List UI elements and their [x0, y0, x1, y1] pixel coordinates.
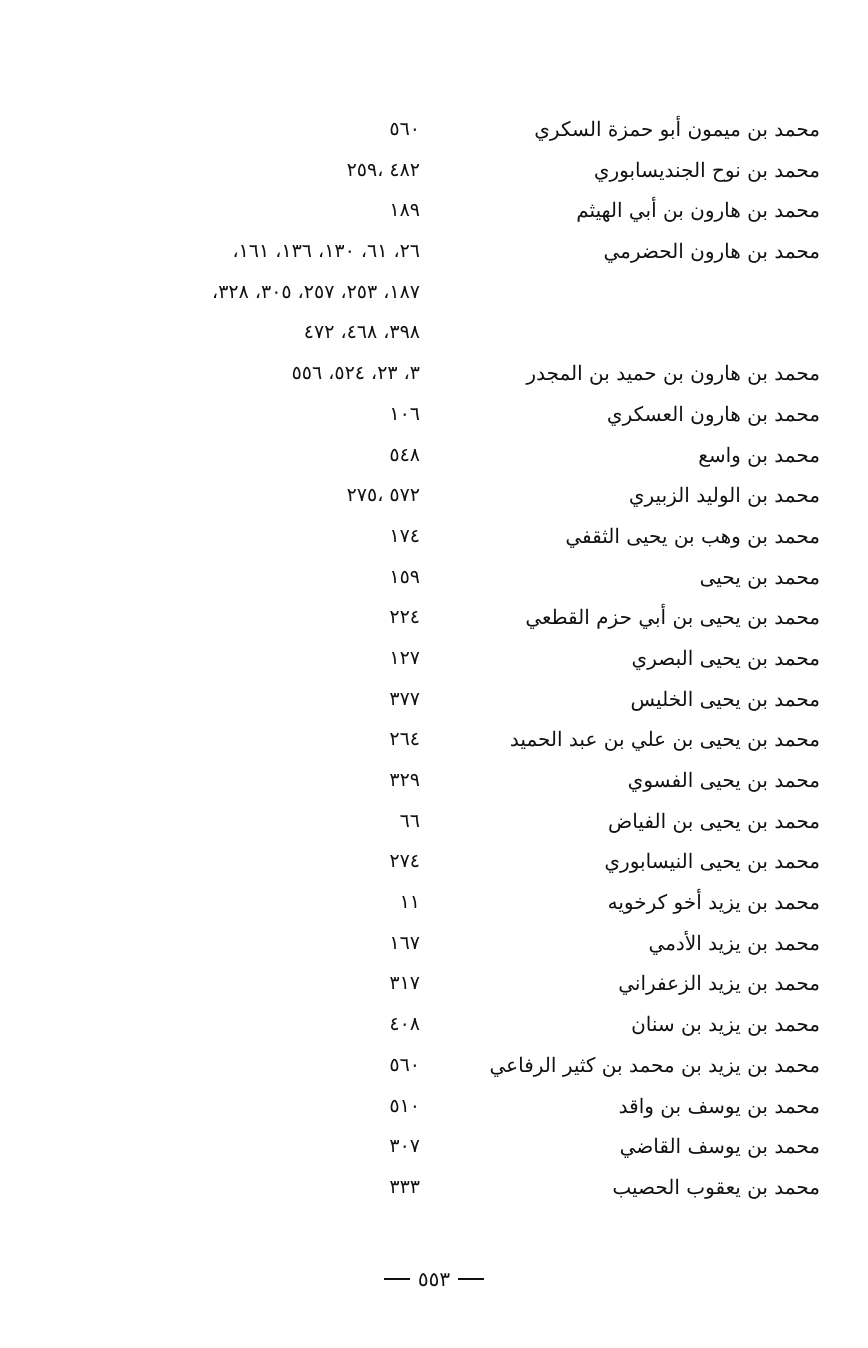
- entry-name: محمد بن يزيد الأدمي: [648, 930, 820, 955]
- entry-name: محمد بن يحيى بن علي بن عبد الحميد: [509, 727, 820, 752]
- entry-name: محمد بن يحيى بن أبي حزم القطعي: [525, 605, 820, 630]
- index-entry: [0, 804, 868, 845]
- entry-page-refs: ٥٤٨: [389, 443, 420, 466]
- index-entry: [0, 193, 868, 234]
- entry-page-refs: ٣١٧: [389, 972, 420, 995]
- entry-page-refs: ١٥٩: [389, 565, 420, 588]
- index-entry: [0, 234, 868, 275]
- entry-page-refs: ٤٠٨: [389, 1013, 420, 1036]
- index-entry: [0, 885, 868, 926]
- entry-name: محمد بن يحيى الفسوي: [627, 768, 820, 792]
- entry-page-refs: ١٠٦: [389, 402, 420, 425]
- entry-page-refs: ٢٢٤: [389, 606, 420, 629]
- index-entry: [0, 397, 868, 438]
- entry-name: محمد بن وهب بن يحيى الثقفي: [565, 523, 820, 548]
- entry-page-refs: ٦٦: [399, 809, 420, 832]
- entry-name: محمد بن يحيى بن الفياض: [608, 808, 820, 833]
- index-entry: [0, 682, 868, 723]
- index-entry: [0, 519, 868, 560]
- index-entry: [0, 1007, 868, 1048]
- entry-page-refs: ٣٣٣: [389, 1175, 420, 1198]
- entry-page-refs: ١١: [399, 891, 420, 914]
- entry-name: محمد بن يحيى البصري: [631, 645, 820, 670]
- entry-name: محمد بن واسع: [698, 442, 820, 467]
- entry-name: محمد بن يحيى الخليس: [630, 686, 820, 711]
- index-entry: [0, 600, 868, 641]
- index-entry: [0, 315, 868, 356]
- entry-page-refs: ١٨٩: [389, 199, 420, 222]
- entry-name: محمد بن نوح الجنديسابوري: [593, 157, 820, 182]
- entry-page-refs: ٢٦، ٦١، ١٣٠، ١٣٦، ١٦١،: [232, 240, 420, 263]
- entry-name: محمد بن يحيى: [699, 564, 820, 589]
- entry-name: محمد بن هارون بن حميد بن المجدر: [526, 361, 820, 386]
- index-entry: [0, 1170, 868, 1211]
- index-entry: [0, 478, 868, 519]
- folio-dash-left: [384, 1278, 410, 1280]
- index-entry: [0, 275, 868, 316]
- index-entry: [0, 1089, 868, 1130]
- entry-name: محمد بن يوسف القاضي: [619, 1134, 820, 1159]
- entry-page-refs: ٢٧٤: [389, 850, 420, 873]
- entry-page-refs: ٥٦٠: [389, 1053, 420, 1076]
- entry-name: محمد بن يزيد أخو كرخويه: [607, 890, 820, 915]
- entry-name: محمد بن هارون الحضرمي: [603, 239, 820, 264]
- entry-name: محمد بن هارون العسكري: [606, 401, 820, 426]
- entry-name: محمد بن الوليد الزبيري: [628, 483, 820, 508]
- entry-name: محمد بن يزيد الزعفراني: [618, 971, 820, 996]
- index-entry: [0, 560, 868, 601]
- index-entry: [0, 966, 868, 1007]
- index-entry: [0, 722, 868, 763]
- entry-page-refs: ١٦٧: [389, 931, 420, 954]
- index-entry: [0, 1048, 868, 1089]
- page-number: [0, 1262, 868, 1294]
- entry-page-refs: ٣٧٧: [389, 687, 420, 710]
- entry-page-refs: ٣، ٢٣، ٥٢٤، ٥٥٦: [291, 362, 420, 385]
- entry-page-refs: ٣٢٩: [389, 769, 420, 791]
- folio-dash-right: [458, 1278, 484, 1280]
- index-entry: [0, 763, 868, 804]
- entry-page-refs: ٢٦٤: [389, 728, 420, 751]
- entry-name: محمد بن هارون بن أبي الهيثم: [576, 198, 820, 223]
- index-entry: [0, 641, 868, 682]
- entry-name: محمد بن يوسف بن واقد: [618, 1093, 820, 1118]
- entry-name: محمد بن يعقوب الحصيب: [612, 1174, 820, 1199]
- index-entry: [0, 438, 868, 479]
- index-entry: [0, 153, 868, 194]
- entry-page-refs: ٤٨٢ ،٢٥٩: [346, 158, 420, 181]
- entry-page-refs: ٥٧٢ ،٢٧٥: [346, 484, 420, 507]
- page-number-text: ٥٥٣: [417, 1266, 451, 1291]
- entry-page-refs: ١٢٧: [389, 646, 420, 669]
- index-entry: [0, 112, 868, 153]
- entry-name: محمد بن يزيد بن سنان: [631, 1012, 820, 1037]
- index-entry: [0, 844, 868, 885]
- index-entry: [0, 356, 868, 397]
- entry-name: محمد بن يزيد بن محمد بن كثير الرفاعي: [489, 1052, 820, 1077]
- entry-page-refs: ١٨٧، ٢٥٣، ٢٥٧، ٣٠٥، ٣٢٨،: [212, 280, 420, 303]
- index-entry: [0, 926, 868, 967]
- index-entry: [0, 1129, 868, 1170]
- entry-page-refs: ٣٩٨، ٤٦٨، ٤٧٢: [303, 321, 420, 344]
- entry-page-refs: ١٧٤: [389, 524, 420, 547]
- entry-page-refs: ٣٠٧: [389, 1135, 420, 1158]
- entry-page-refs: ٥٦٠: [389, 118, 420, 140]
- name-index-list: [0, 112, 868, 1211]
- entry-page-refs: ٥١٠: [389, 1094, 420, 1117]
- entry-name: محمد بن يحيى النيسابوري: [604, 849, 820, 874]
- entry-name: محمد بن ميمون أبو حمزة السكري: [534, 117, 820, 141]
